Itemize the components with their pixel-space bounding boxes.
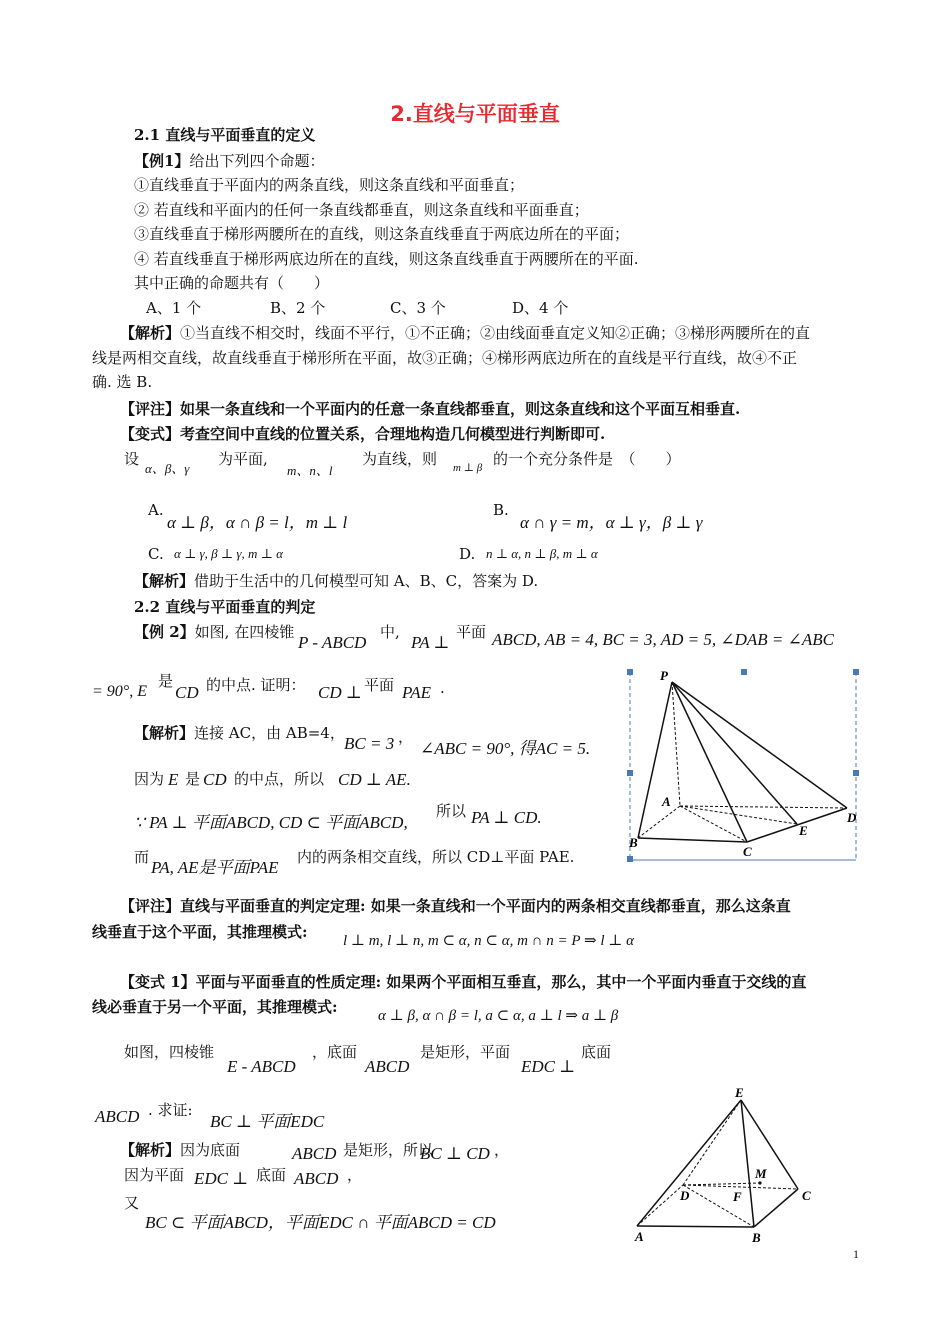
solution-text: 连接 AC，由 AB=4，: [194, 724, 345, 742]
solution-1-line-2: 线是两相交直线，故直线垂直于梯形所在平面，故③正确；④梯形两底边所在的直线是平行直线，故④不正: [92, 349, 798, 367]
ex2-m7: PAE: [402, 683, 431, 702]
sol3-l2d: CD: [203, 770, 227, 789]
sol3-l2c: 是: [185, 770, 201, 788]
q2-tail: 的一个充分条件是 （ ）: [493, 450, 681, 468]
fig1-label-c: C: [743, 844, 752, 859]
proposition-2: ② 若直线和平面内的任何一条直线都垂直，则这条直线和平面垂直；: [134, 201, 589, 219]
option-a: A、1 个: [146, 299, 202, 317]
solution-label: 【解析】: [120, 324, 181, 342]
q3-t4: 底面: [581, 1043, 612, 1061]
option-c: C、3 个: [390, 299, 446, 317]
q2-asline: 为直线，则: [362, 450, 438, 468]
sol4-m4: ABCD: [294, 1169, 339, 1188]
proposition-3: ③直线垂直于梯形两腰所在的直线，则这条直线垂直于两底边所在的平面；: [134, 225, 630, 243]
sol3-l2f: CD ⊥ AE.: [338, 770, 411, 789]
fig1-label-p: P: [660, 668, 668, 683]
q2-option-c-label: C.: [148, 545, 164, 563]
solution-label: 【解析】: [134, 724, 195, 742]
sol4-m1: ABCD: [292, 1144, 337, 1163]
comment-label: 【评注】: [120, 897, 181, 915]
ex2-dot: .: [440, 679, 445, 697]
sol3-m2: ∠ABC = 90°, 得AC = 5.: [420, 739, 591, 758]
example-text: 给出下列四个命题：: [189, 152, 325, 170]
sol3-l4b: PA, AE是平面PAE: [151, 858, 279, 877]
q2-option-b-label: B.: [493, 501, 509, 519]
sol3-comma: ，: [398, 728, 414, 746]
sol4-t6: ，: [347, 1166, 363, 1184]
section-heading-2-2: 2.2 直线与平面垂直的判定: [134, 598, 316, 616]
fig1-label-a: A: [662, 794, 671, 809]
ex2-m3: ABCD, AB = 4, BC = 3, AD = 5, ∠DAB = ∠ABC: [492, 630, 834, 649]
solution-text: 因为底面: [180, 1141, 241, 1159]
q3-t1: 如图，四棱锥: [124, 1043, 215, 1061]
example-label: 【例 2】: [134, 623, 195, 641]
ex2-t2: 中,: [380, 623, 400, 641]
solution-text: 借助于生活中的几何模型可知 A、B、C，答案为 D.: [194, 572, 539, 590]
q2-cond: m ⊥ β: [453, 462, 483, 474]
ex2-m4: = 90°, E: [92, 683, 147, 700]
sol3-l2b: E: [168, 770, 179, 789]
variant-2-line-2: 线必垂直于另一个平面，其推理模式:: [92, 998, 338, 1016]
option-b: B、2 个: [270, 299, 326, 317]
q2-lines: m、n、l: [287, 463, 333, 478]
ex2-t4: 是: [158, 672, 174, 690]
sol3-l3b: 所以: [436, 802, 467, 820]
q3-t2: ，底面: [312, 1043, 358, 1061]
q3-m2: ABCD: [365, 1057, 410, 1076]
q2-option-c-math: α ⊥ γ, β ⊥ γ, m ⊥ α: [174, 546, 283, 561]
q2-option-b-math: α ∩ γ = m，α ⊥ γ，β ⊥ γ: [520, 513, 703, 532]
q2-option-d-math: n ⊥ α, n ⊥ β, m ⊥ α: [486, 546, 598, 561]
variant-label: 【变式】: [120, 425, 181, 443]
comment-text: 如果一条直线和一个平面内的任意一条直线都垂直，则这条直线和这个平面互相垂直.: [180, 400, 741, 418]
sol4-t5: 底面: [256, 1166, 287, 1184]
sol4-t3: ，: [494, 1141, 510, 1159]
q3-m1: E - ABCD: [227, 1057, 296, 1076]
page-title: 2.直线与平面垂直: [390, 102, 560, 126]
ex2-m1: P - ABCD: [298, 633, 367, 652]
fig2-label-f: F: [733, 1189, 742, 1204]
sol4-m5: BC ⊂ 平面ABCD，平面EDC ∩ 平面ABCD = CD: [145, 1213, 496, 1232]
sol3-l2a: 因为: [134, 770, 165, 788]
ex2-m2: PA ⊥: [411, 633, 450, 652]
ex2-t6: 平面: [364, 676, 395, 694]
fig1-label-e: E: [799, 823, 808, 838]
question-text: 其中正确的命题共有（ ）: [134, 274, 330, 292]
fig2-label-m: M: [755, 1166, 767, 1181]
q2-asplane: 为平面,: [218, 450, 268, 468]
fig1-label-d: D: [847, 810, 857, 825]
solution-1-line-3: 确. 选 B.: [92, 373, 153, 391]
q2-greek: α、β、γ: [145, 461, 190, 476]
solution-label: 【解析】: [120, 1141, 181, 1159]
comment-text: 直线与平面垂直的判定定理: 如果一条直线和一个平面内的两条相交直线都垂直，那么这条直: [180, 897, 791, 915]
comment-2-formula: l ⊥ m, l ⊥ n, m ⊂ α, n ⊂ α, m ∩ n = P ⇒ l ⊥ α: [343, 933, 634, 949]
q3-m5: BC ⊥ 平面EDC: [210, 1112, 325, 1131]
sol4-m3: EDC ⊥: [194, 1169, 249, 1188]
example-text: 如图, 在四棱锥: [194, 623, 295, 641]
q3-t5: . 求证:: [148, 1101, 193, 1119]
variant-text: 平面与平面垂直的性质定理: 如果两个平面相互垂直，那么，其中一个平面内垂直于交线的直: [195, 973, 807, 991]
sol3-l2e: 的中点，所以: [234, 770, 325, 788]
sol3-l4c: 内的两条相交直线，所以 CD⊥平面 PAE.: [297, 848, 575, 866]
ex2-t5: 的中点. 证明：: [206, 676, 306, 694]
sol4-t2: 是矩形，所以: [343, 1141, 434, 1159]
sol4-m2: BC ⊥ CD: [420, 1144, 490, 1163]
ex2-m5: CD: [175, 683, 199, 702]
q3-m3: EDC ⊥: [521, 1057, 576, 1076]
sol4-t7: 又: [124, 1194, 140, 1212]
solution-text: ①当直线不相交时，线面不平行，①不正确；②由线面垂直定义知②正确；③梯形两腰所在的直: [180, 324, 811, 342]
section-heading-2-1: 2.1 直线与平面垂直的定义: [134, 126, 316, 144]
variant-label: 【变式 1】: [120, 973, 196, 991]
proposition-4: ④ 若直线垂直于梯形两底边所在的直线，则这条直线垂直于两腰所在的平面.: [134, 250, 639, 268]
sol3-l3c: PA ⊥ CD.: [471, 808, 542, 827]
sol3-m1: BC = 3: [344, 734, 395, 753]
variant-text: 考查空间中直线的位置关系，合理地构造几何模型进行判断即可.: [180, 425, 606, 443]
variant-2-formula: α ⊥ β, α ∩ β = l, a ⊂ α, a ⊥ l ⇒ a ⊥ β: [378, 1008, 619, 1024]
fig2-label-b: B: [752, 1230, 761, 1245]
q2-option-a-math: α ⊥ β，α ∩ β = l，m ⊥ l: [167, 513, 348, 532]
comment-label: 【评注】: [120, 400, 181, 418]
example-label: 【例1】: [134, 152, 190, 170]
q3-t3: 是矩形，平面: [420, 1043, 511, 1061]
page-number: 1: [853, 1247, 859, 1261]
sol4-t4: 因为平面: [124, 1166, 185, 1184]
fig2-label-a: A: [635, 1229, 644, 1244]
solution-label: 【解析】: [134, 572, 195, 590]
sol3-l3a: ∵ PA ⊥ 平面ABCD, CD ⊂ 平面ABCD,: [134, 813, 408, 832]
ex2-m6: CD ⊥: [318, 683, 362, 702]
comment-2-line-2: 线垂直于这个平面，其推理模式:: [92, 923, 308, 941]
sol3-l4a: 而: [134, 848, 150, 866]
q3-m4: ABCD: [95, 1107, 140, 1126]
option-d: D、4 个: [512, 299, 569, 317]
fig2-label-d: D: [680, 1188, 690, 1203]
q2-option-a-label: A.: [148, 501, 164, 519]
ex2-t3: 平面: [456, 623, 487, 641]
q2-she: 设: [124, 450, 140, 468]
fig2-label-c: C: [802, 1188, 811, 1203]
proposition-1: ①直线垂直于平面内的两条直线，则这条直线和平面垂直；: [134, 176, 525, 194]
fig2-label-e: E: [735, 1085, 744, 1100]
q2-option-d-label: D.: [459, 545, 476, 563]
fig1-label-b: B: [629, 835, 638, 850]
